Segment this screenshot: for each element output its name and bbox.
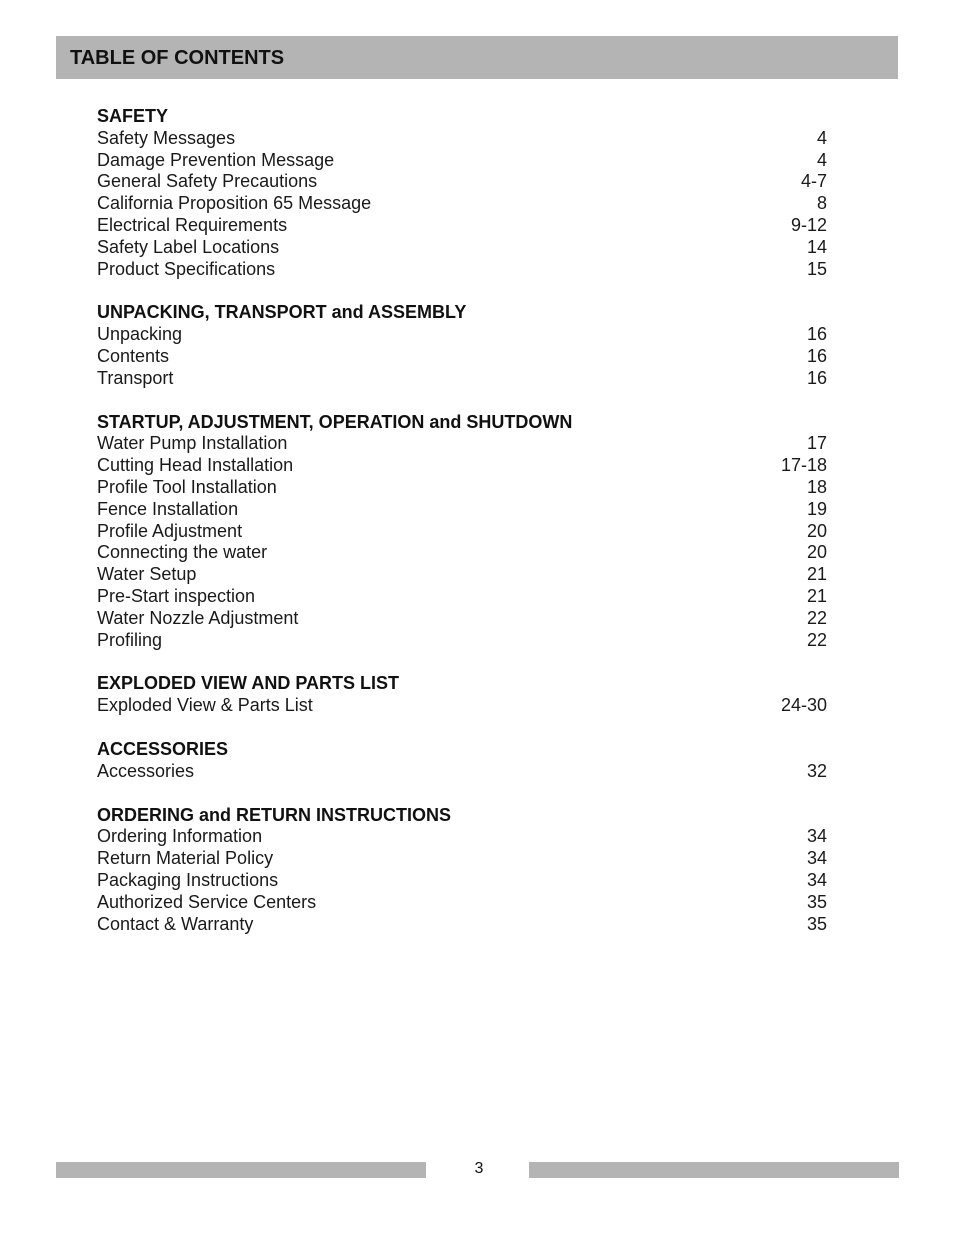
toc-entry-label: Contents [97, 345, 170, 366]
toc-entry [97, 608, 827, 630]
table-of-contents [97, 106, 827, 957]
toc-entry-page: 9-12 [790, 214, 827, 235]
toc-entry-label: General Safety Precautions [97, 171, 318, 192]
toc-entry-page: 17 [806, 433, 827, 454]
toc-entry [97, 564, 827, 586]
toc-entry [97, 826, 827, 848]
section-title: ACCESSORIES [97, 738, 229, 759]
toc-entry [97, 346, 827, 368]
toc-entry [97, 193, 827, 215]
toc-entry-page: 34 [806, 848, 827, 869]
toc-entry-page: 4 [816, 127, 827, 148]
toc-entry [97, 215, 827, 237]
toc-entry-page: 16 [806, 324, 827, 345]
toc-entry-page: 35 [806, 913, 827, 934]
toc-entry [97, 150, 827, 172]
toc-entry [97, 324, 827, 346]
toc-entry [97, 368, 827, 390]
toc-entry [97, 892, 827, 914]
page-title: TABLE OF CONTENTS [70, 47, 285, 69]
toc-entry-label: Profile Tool Installation [97, 476, 277, 497]
toc-section [97, 106, 827, 280]
toc-entry [97, 455, 827, 477]
toc-entry [97, 171, 827, 193]
toc-entry-label: Transport [97, 367, 174, 388]
footer-bar-left [56, 1162, 426, 1178]
toc-entry [97, 433, 827, 455]
toc-entry-label: Water Setup [97, 564, 197, 585]
toc-entry [97, 542, 827, 564]
section-title: UNPACKING, TRANSPORT and ASSEMBLY [97, 302, 467, 323]
toc-entry-page: 34 [806, 869, 827, 890]
toc-entry-label: Water Nozzle Adjustment [97, 607, 299, 628]
toc-entry-page: 16 [806, 367, 827, 388]
toc-entry-page: 20 [806, 542, 827, 563]
toc-entry-label: Accessories [97, 760, 195, 781]
toc-entry-page: 24-30 [780, 695, 827, 716]
toc-entry [97, 237, 827, 259]
toc-entry-label: Safety Messages [97, 127, 236, 148]
page-number: 3 [474, 1160, 484, 1177]
toc-entry [97, 630, 827, 652]
toc-entry [97, 477, 827, 499]
toc-entry-label: Unpacking [97, 324, 183, 345]
toc-section [97, 805, 827, 936]
toc-entry-label: Water Pump Installation [97, 433, 288, 454]
toc-entry-page: 16 [806, 345, 827, 366]
toc-entry-page: 35 [806, 891, 827, 912]
toc-entry-page: 4-7 [800, 171, 827, 192]
toc-entry-page: 4 [816, 149, 827, 170]
toc-entry-label: Contact & Warranty [97, 913, 254, 934]
toc-entry-page: 8 [816, 193, 827, 214]
toc-entry-label: Cutting Head Installation [97, 455, 294, 476]
toc-entry-label: Exploded View & Parts List [97, 695, 313, 716]
toc-entry-label: Fence Installation [97, 498, 239, 519]
section-title: ORDERING and RETURN INSTRUCTIONS [97, 804, 452, 825]
toc-entry-page: 14 [806, 236, 827, 257]
toc-entry-label: Return Material Policy [97, 848, 274, 869]
toc-entry [97, 695, 827, 717]
section-title: SAFETY [97, 106, 169, 126]
toc-section [97, 673, 827, 717]
toc-entry-label: Ordering Information [97, 826, 263, 847]
toc-entry-page: 21 [806, 564, 827, 585]
toc-entry-page: 22 [806, 629, 827, 650]
header-bar [56, 36, 898, 79]
toc-entry [97, 586, 827, 608]
toc-entry-label: Profiling [97, 629, 163, 650]
toc-entry [97, 259, 827, 281]
footer-bar-right [529, 1162, 899, 1178]
toc-section [97, 302, 827, 389]
toc-section [97, 412, 827, 652]
section-title: STARTUP, ADJUSTMENT, OPERATION and SHUTDOWN [97, 411, 573, 432]
toc-entry-page: 19 [806, 498, 827, 519]
toc-entry-label: Profile Adjustment [97, 520, 243, 541]
section-title: EXPLODED VIEW AND PARTS LIST [97, 673, 400, 694]
toc-entry-page: 34 [806, 826, 827, 847]
toc-entry [97, 761, 827, 783]
toc-entry-page: 18 [806, 476, 827, 497]
toc-entry [97, 521, 827, 543]
toc-entry-page: 20 [806, 520, 827, 541]
toc-entry [97, 870, 827, 892]
toc-entry-label: Packaging Instructions [97, 869, 279, 890]
toc-entry-label: Pre-Start inspection [97, 585, 256, 606]
toc-entry-label: Connecting the water [97, 542, 268, 563]
toc-entry [97, 914, 827, 936]
toc-entry-label: California Proposition 65 Message [97, 193, 372, 214]
toc-entry-page: 22 [806, 607, 827, 628]
toc-entry-label: Product Specifications [97, 258, 276, 279]
toc-entry-page: 15 [806, 258, 827, 279]
toc-entry-label: Electrical Requirements [97, 214, 288, 235]
toc-entry [97, 848, 827, 870]
toc-section [97, 739, 827, 783]
toc-entry [97, 499, 827, 521]
toc-entry-label: Damage Prevention Message [97, 149, 335, 170]
toc-entry-page: 32 [806, 760, 827, 781]
toc-entry-page: 21 [806, 585, 827, 606]
toc-entry [97, 128, 827, 150]
toc-entry-label: Safety Label Locations [97, 236, 280, 257]
toc-entry-page: 17-18 [780, 455, 827, 476]
toc-entry-label: Authorized Service Centers [97, 891, 317, 912]
